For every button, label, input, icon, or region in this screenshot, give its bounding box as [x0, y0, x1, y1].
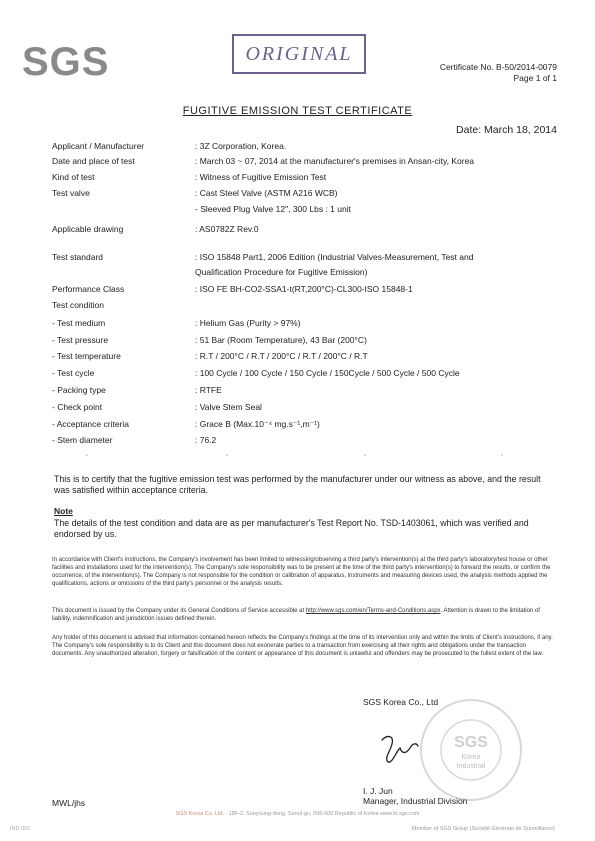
note-text: The details of the test condition and data are as per manufacturer's Test Report No. TSD-1403061, which was verified and endorsed by us.	[54, 518, 529, 539]
terms-link[interactable]: http://www.sgs.com/en/Terms-and-Conditions.aspx	[305, 608, 441, 614]
separator-mark: "	[86, 455, 89, 461]
issue-date: Date: March 18, 2014	[456, 124, 557, 136]
signatory-name: I. J. Jun	[363, 786, 393, 796]
note-heading: Note	[54, 506, 73, 516]
signatory-position: Manager, Industrial Division	[363, 796, 468, 806]
disclaimer-paragraph-1: In accordance with Client's instructions, the Company's involvement has been limited to witnessing/observing a third party's intervention(s) at the third party's laboratory/test house or other facilities and installations used for the intervention(s). The Company's sole responsibility was to be present at the time of the third party's intervention(s) to forward the results, or confirm the occurrence, of the intervention(s). The Company is not responsible for the condition or calibration of apparatus, instruments and measuring devices used, the analysis methods applied the qualifications, actions or omissions of the third party's personnel or the analysis results.	[52, 557, 551, 587]
certification-statement: This is to certify that the fugitive emission test was performed by the manufacturer under our witness as above, and the result was satisfied within acceptance criteria.	[54, 474, 541, 495]
seal-industrial-text: Industrial	[456, 763, 486, 770]
handwritten-signature	[378, 728, 438, 768]
footer-address-text: 18F-2, Sunyoung-dong, Seoul-gu, 606-600 Republic of Korea www.kr.sgs.com	[228, 811, 420, 817]
footer-member: Member of SGS Group (Société Générale de Surveillance)	[411, 826, 555, 832]
disclaimer-paragraph-3: Any holder of this document is advised that information contained hereon reflects the Company's findings at the time of its intervention only and within the limits of Client's instructions, if any. The Company's sole responsibility is to its Client and this document does not exonerate parties to a transaction from exercising all their rights and obligations under the transaction documents. Any unauthorized alteration, forgery or falsification of the content or appearance of this document is unlawful and offenders may be prosecuted to the fullest extent of the law.	[52, 635, 553, 657]
sgs-logo: SGS	[22, 40, 110, 84]
footer-address	[0, 811, 595, 817]
reference-initials: MWL/jhs	[52, 798, 86, 808]
document-title: FUGITIVE EMISSION TEST CERTIFICATE	[182, 105, 413, 117]
signatory-block	[363, 786, 467, 806]
footer-code: IND-001	[10, 826, 31, 832]
signatory-company: SGS Korea Co., Ltd	[363, 697, 439, 707]
page-number: Page 1 of 1	[513, 73, 557, 83]
certificate-number: Certificate No. B-50/2014-0079	[439, 62, 557, 72]
separator-mark: "	[501, 455, 504, 461]
disclaimer-paragraph-2: This document is issued by the Company under its General Conditions of Service accessible at http://www.sgs.com/en/Terms-and-Conditions.aspx. Attention is drawn to the limitation of liability, indemnification and jurisdiction issues defined therein.	[52, 608, 540, 622]
original-stamp: ORIGINAL	[232, 34, 366, 74]
separator-mark: "	[226, 455, 229, 461]
footer-brand: SGS Korea Co. Ltd.	[175, 811, 225, 817]
seal-logo-text: SGS	[454, 734, 488, 751]
seal-korea-text: Korea	[461, 754, 481, 761]
certificate-number-block	[440, 62, 557, 84]
separator-mark: "	[364, 455, 367, 461]
